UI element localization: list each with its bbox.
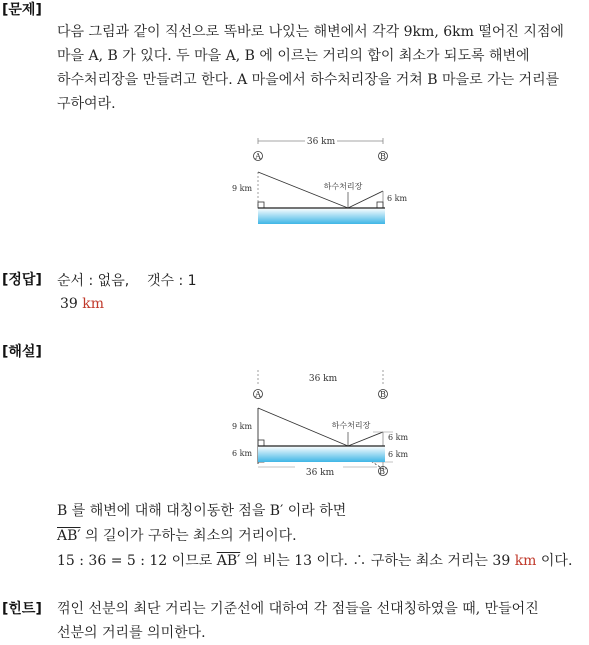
explanation-text	[57, 499, 585, 574]
fig2-right-lower: 6 km	[388, 450, 409, 459]
hint-text	[57, 597, 585, 645]
problem-label: [문제]	[2, 2, 42, 18]
right-distance-label: 6 km	[387, 194, 408, 203]
fig2-left-lower: 6 km	[232, 449, 253, 458]
problem-figure	[225, 132, 408, 228]
fig2-point-b: B	[380, 390, 386, 399]
explanation-line-3-start: 15 : 36 = 5 : 12 이므로	[57, 553, 217, 569]
answer-label: [정답]	[2, 272, 42, 288]
answer-meta: 순서 : 없음, 갯수 : 1	[57, 273, 197, 289]
fig2-right-distance: 6 km	[388, 433, 409, 442]
problem-line-4: 구하여라.	[57, 96, 116, 112]
segment-ab-prime-2: AB′	[216, 553, 241, 569]
left-distance-label: 9 km	[232, 184, 253, 193]
point-a-label: A	[255, 152, 261, 161]
shore-water	[258, 208, 385, 224]
point-b-label: B	[380, 152, 386, 161]
problem-line-1: 다음 그림과 같이 직선으로 똑바로 나있는 해변에서 각각 9km, 6km 떨어진 지점에	[57, 24, 564, 40]
segment-ab-prime: AB′	[57, 528, 81, 544]
facility-label: 하수처리장	[323, 182, 363, 191]
explanation-label: [해설]	[2, 344, 42, 360]
hint-line-2: 선분의 거리를 의미한다.	[57, 625, 206, 641]
explanation-line-2	[57, 524, 585, 549]
explanation-line-2-text: 의 길이가 구하는 최소의 거리이다.	[80, 528, 297, 544]
fig2-top-distance: 36 km	[308, 374, 338, 384]
explanation-unit: km	[514, 553, 537, 569]
fig2-point-a: A	[255, 390, 261, 399]
problem-line-3: 하수처리장을 만들려고 한다. A 마을에서 하수처리장을 거쳐 B 마을로 가는 거리를	[57, 72, 560, 88]
explanation-figure	[225, 366, 425, 486]
explanation-line-1: B 를 해변에 대해 대칭이동한 점을 B′ 이라 하면	[57, 503, 347, 519]
hint-line-1: 꺾인 선분의 최단 거리는 기준선에 대하여 각 점들을 선대칭하였을 때, 만들어진	[57, 601, 539, 617]
top-distance-label: 36 km	[306, 137, 336, 147]
explanation-line-3-end: 이다.	[536, 553, 573, 569]
hint-label: [힌트]	[2, 601, 42, 617]
fig2-point-b-prime: B′	[379, 467, 387, 476]
fig2-left-distance: 9 km	[232, 422, 253, 431]
explanation-line-3	[57, 549, 585, 574]
explanation-line-3-mid: 의 비는 13 이다. ∴ 구하는 최소 거리는 39	[240, 553, 515, 569]
answer-number: 39	[60, 296, 78, 312]
answer-unit: km	[82, 296, 105, 312]
problem-line-2: 마을 A, B 가 있다. 두 마을 A, B 에 이르는 거리의 합이 최소가 되도록 해변에	[57, 48, 530, 64]
path-facility-to-b	[348, 191, 383, 208]
fig2-facility: 하수처리장	[331, 421, 371, 430]
fig2-bottom-distance: 36 km	[305, 468, 335, 478]
answer-value	[60, 296, 104, 312]
problem-text	[57, 20, 585, 116]
